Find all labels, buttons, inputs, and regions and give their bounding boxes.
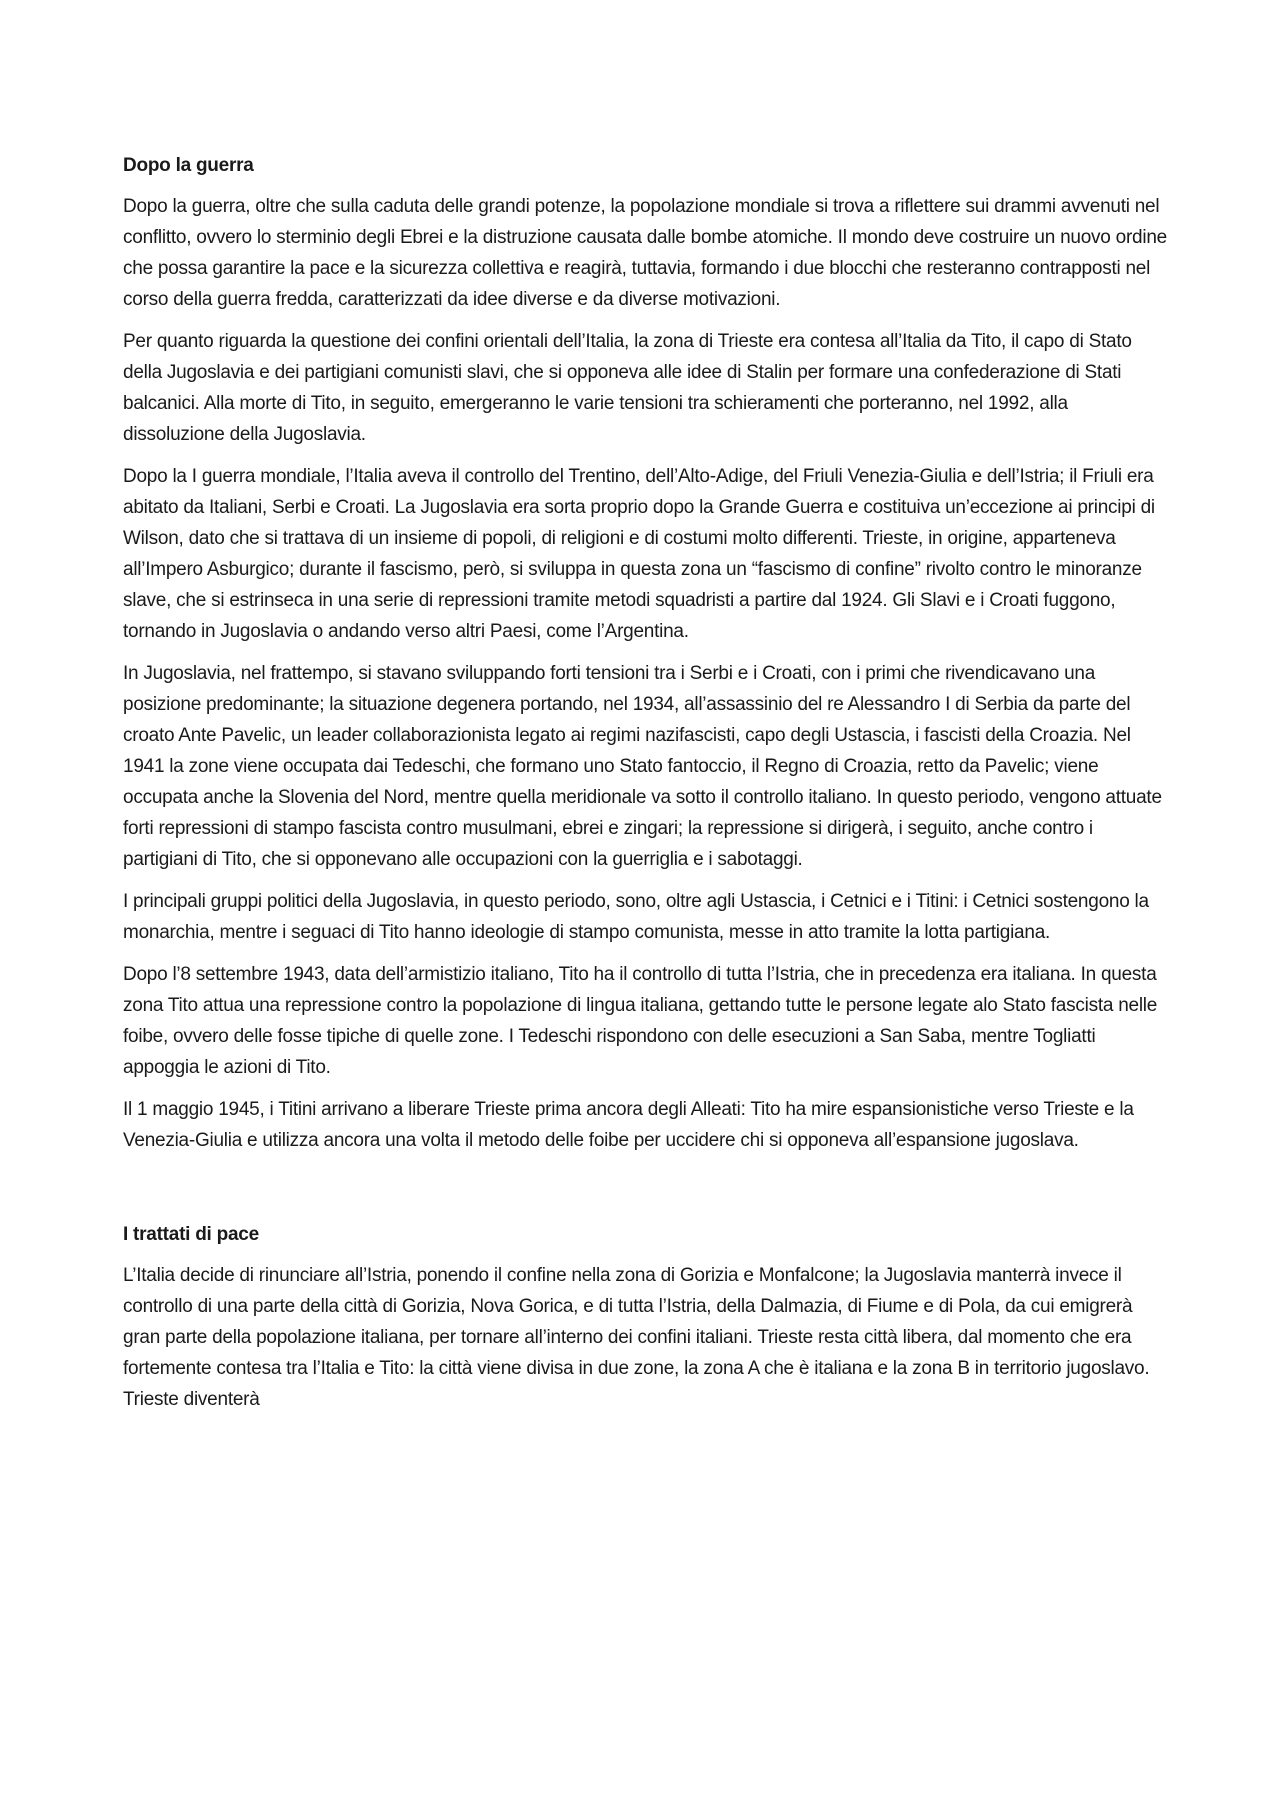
document-body [123, 150, 1168, 1426]
paragraph: Il 1 maggio 1945, i Titini arrivano a liberare Trieste prima ancora degli Alleati: Tito ha mire espansionistiche verso Trieste e la Venezia-Giulia e utilizza ancora una volta il metodo delle foibe per uccidere chi si opponeva all’espansione jugoslava. [123, 1099, 1134, 1151]
paragraph: Per quanto riguarda la questione dei confini orientali dell’Italia, la zona di Trieste era contesa all’Italia da Tito, il capo di Stato della Jugoslavia e dei partigiani comunisti slavi, che si opponeva alle idee di Stalin per formare una confederazione di Stati balcanici. Alla morte di Tito, in seguito, emergeranno le varie tensioni tra schieramenti che porteranno, nel 1992, alla dissoluzione della Jugoslavia. [123, 331, 1132, 445]
paragraph: Dopo la guerra, oltre che sulla caduta delle grandi potenze, la popolazione mondiale si trova a riflettere sui drammi avvenuti nel conflitto, ovvero lo sterminio degli Ebrei e la distruzione causata dalle bombe atomiche. Il mondo deve costruire un nuovo ordine che possa garantire la pace e la sicurezza collettiva e reagirà, tuttavia, formando i due blocchi che resteranno contrapposti nel corso della guerra fredda, caratterizzati da idee diverse e da diverse motivazioni. [123, 196, 1167, 310]
section-title: I trattati di pace [123, 1224, 259, 1245]
paragraph: L’Italia decide di rinunciare all’Istria, ponendo il confine nella zona di Gorizia e Monfalcone; la Jugoslavia manterrà invece il controllo di una parte della città di Gorizia, Nova Gorica, e di tutta l’Istria, della Dalmazia, di Fiume e di Pola, da cui emigrerà gran parte della popolazione italiana, per tornare all’interno dei confini italiani. Trieste resta città libera, dal momento che era fortemente contesa tra l’Italia e Tito: la città viene divisa in due zone, la zona A che è italiana e la zona B in territorio jugoslavo. Trieste diventerà [123, 1265, 1150, 1410]
section-dopo-la-guerra [123, 150, 1168, 1156]
section-title: Dopo la guerra [123, 155, 254, 176]
paragraph: Dopo l’8 settembre 1943, data dell’armistizio italiano, Tito ha il controllo di tutta l’Istria, che in precedenza era italiana. In questa zona Tito attua una repressione contro la popolazione di lingua italiana, gettando tutte le persone legate alo Stato fascista nelle foibe, ovvero delle fosse tipiche di quelle zone. I Tedeschi rispondono con delle esecuzioni a San Saba, mentre Togliatti appoggia le azioni di Tito. [123, 964, 1158, 1078]
paragraph: Dopo la I guerra mondiale, l’Italia aveva il controllo del Trentino, dell’Alto-Adige, del Friuli Venezia-Giulia e dell’Istria; il Friuli era abitato da Italiani, Serbi e Croati. La Jugoslavia era sorta proprio dopo la Grande Guerra e costituiva un’eccezione ai principi di Wilson, dato che si trattava di un insieme di popoli, di religioni e di costumi molto differenti. Trieste, in origine, apparteneva all’Impero Asburgico; durante il fascismo, però, si sviluppa in questa zona un “fascismo di confine” rivolto contro le minoranze slave, che si estrinseca in una serie di repressioni tramite metodi squadristi a partire dal 1924. Gli Slavi e i Croati fuggono, tornando in Jugoslavia o andando verso altri Paesi, come l’Argentina. [123, 466, 1155, 642]
section-trattati-di-pace [123, 1219, 1168, 1415]
section-spacer [123, 1167, 1168, 1219]
paragraph: I principali gruppi politici della Jugoslavia, in questo periodo, sono, oltre agli Ustascia, i Cetnici e i Titini: i Cetnici sostengono la monarchia, mentre i seguaci di Tito hanno ideologie di stampo comunista, messe in atto tramite la lotta partigiana. [123, 891, 1149, 943]
paragraph: In Jugoslavia, nel frattempo, si stavano sviluppando forti tensioni tra i Serbi e i Croati, con i primi che rivendicavano una posizione predominante; la situazione degenera portando, nel 1934, all’assassinio del re Alessandro I di Serbia da parte del croato Ante Pavelic, un leader collaborazionista legato ai regimi nazifascisti, capo degli Ustascia, i fascisti della Croazia. Nel 1941 la zone viene occupata dai Tedeschi, che formano uno Stato fantoccio, il Regno di Croazia, retto da Pavelic; viene occupata anche la Slovenia del Nord, mentre quella meridionale va sotto il controllo italiano. In questo periodo, vengono attuate forti repressioni di stampo fascista contro musulmani, ebrei e zingari; la repressione si dirigerà, i seguito, anche contro i partigiani di Tito, che si opponevano alle occupazioni con la guerriglia e i sabotaggi. [123, 663, 1162, 870]
